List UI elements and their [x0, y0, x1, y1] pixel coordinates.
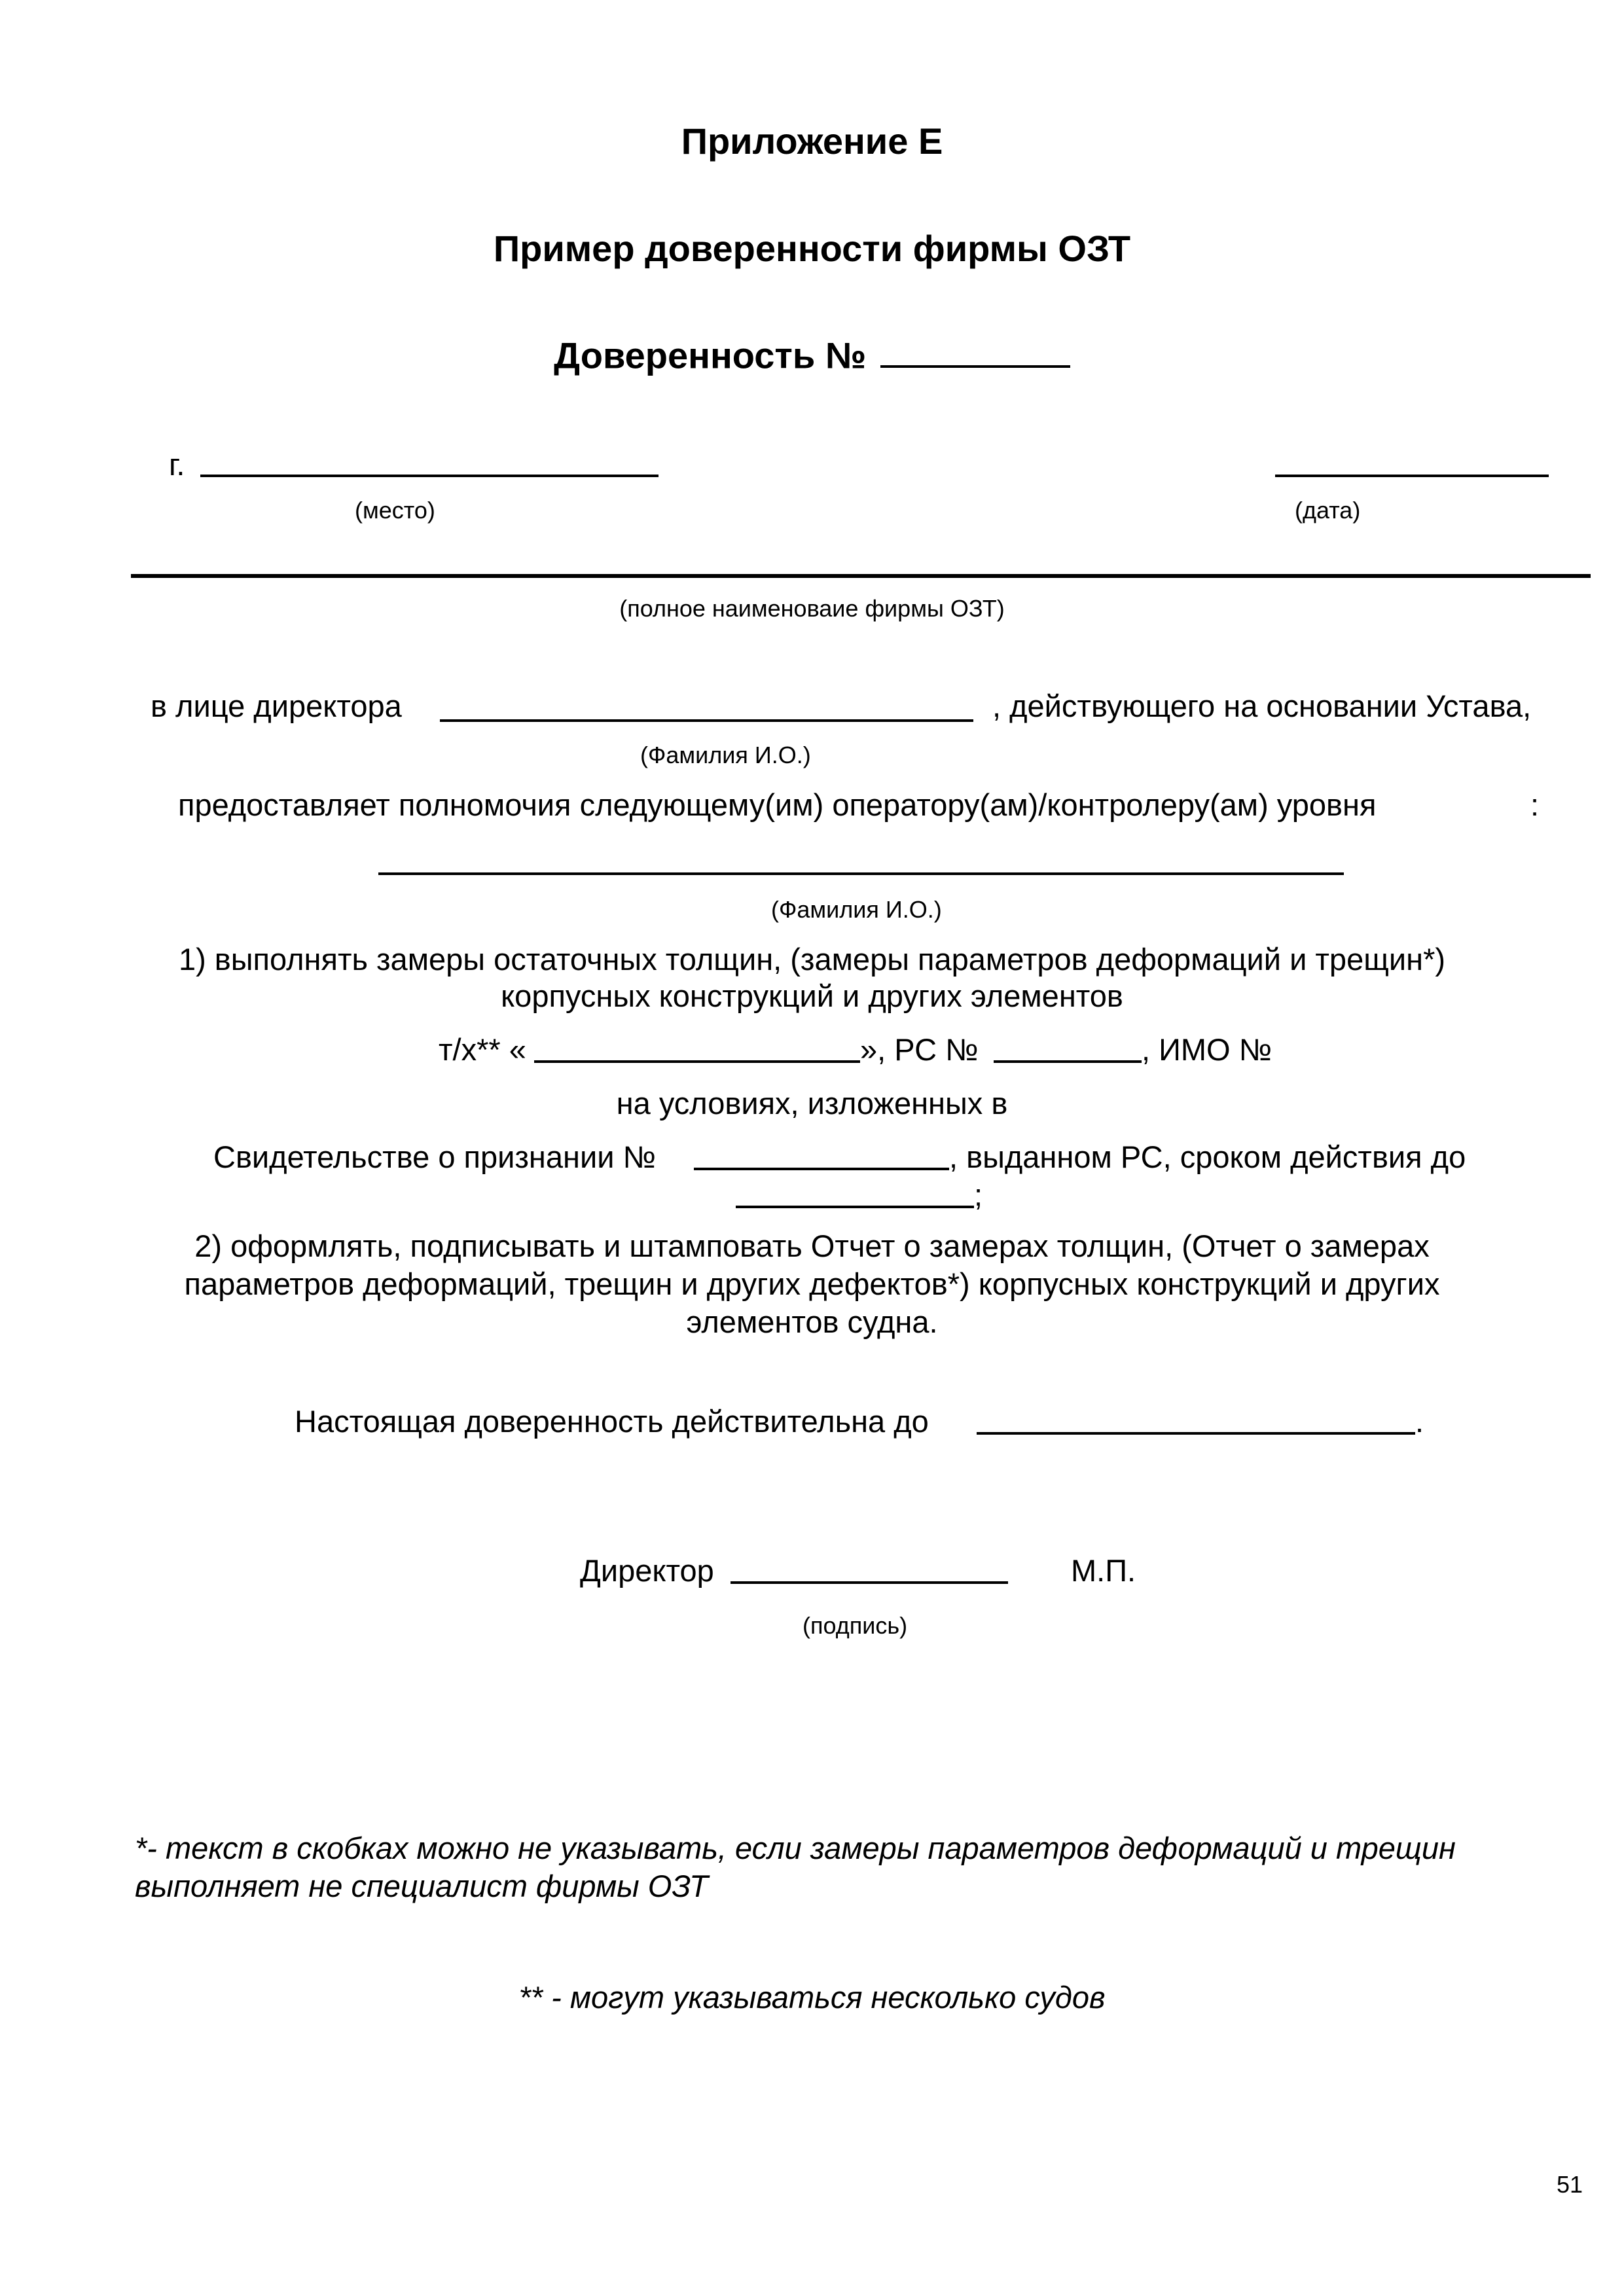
document-subtitle: Пример доверенности фирмы ОЗТ [493, 228, 1131, 269]
validity-prefix: Настоящая доверенность действительна до [295, 1404, 929, 1439]
certificate-number-blank [694, 1168, 949, 1170]
place-blank [200, 475, 659, 477]
validity-date-blank [977, 1432, 1415, 1435]
place-prefix: г. [169, 447, 185, 482]
place-caption: (место) [355, 497, 435, 524]
grant-text: предоставляет полномочия следующему(им) оператору(ам)/контролеру(ам) уровня [178, 787, 1377, 822]
validity-end: . [1415, 1404, 1424, 1439]
signature-label: Директор [580, 1553, 714, 1588]
item2-line3: элементов судна. [686, 1304, 938, 1339]
rs-number-blank [994, 1060, 1142, 1063]
vessel-name-blank [534, 1060, 860, 1063]
firm-caption: (полное наименоваие фирмы ОЗТ) [619, 595, 1005, 622]
document-title [0, 332, 1624, 374]
vessel-rs-label: », РС № [860, 1032, 979, 1067]
signature-caption: (подпись) [803, 1612, 908, 1639]
signature-blank [731, 1581, 1008, 1584]
certificate-end: ; [974, 1177, 983, 1212]
date-caption: (дата) [1295, 497, 1361, 524]
operator-caption: (Фамилия И.О.) [771, 896, 942, 923]
appendix-title: Приложение Е [681, 120, 943, 162]
stamp-label: М.П. [1071, 1553, 1136, 1588]
director-name-blank [440, 719, 973, 722]
director-suffix: , действующего на основании Устава, [992, 689, 1532, 723]
page-number: 51 [1557, 2171, 1583, 2198]
operator-name-blank [378, 872, 1344, 875]
director-prefix: в лице директора [151, 689, 402, 723]
conditions-text: на условиях, изложенных в [616, 1086, 1008, 1121]
footnote1-line1: *- текст в скобках можно не указывать, если замеры параметров деформаций и трещин [135, 1831, 1456, 1865]
item1-line2: корпусных конструкций и других элементов [501, 978, 1123, 1013]
date-blank [1275, 475, 1549, 477]
vessel-prefix: т/х** « [439, 1032, 526, 1067]
certificate-expiry-blank [736, 1206, 974, 1208]
director-caption: (Фамилия И.О.) [640, 742, 811, 768]
footnote2: ** - могут указываться несколько судов [518, 1980, 1106, 2015]
footnote1-line2: выполняет не специалист фирмы ОЗТ [135, 1869, 708, 1903]
title-text: Доверенность № [554, 334, 867, 376]
firm-name-line [131, 574, 1591, 578]
certificate-prefix: Свидетельстве о признании № [213, 1139, 656, 1174]
certificate-suffix: , выданном РС, сроком действия до [949, 1139, 1466, 1174]
item2-line1: 2) оформлять, подписывать и штамповать Отчет о замерах толщин, (Отчет о замерах [194, 1229, 1430, 1263]
item2-line2: параметров деформаций, трещин и других дефектов*) корпусных конструкций и других [184, 1266, 1440, 1301]
number-blank [880, 332, 1070, 368]
grant-colon: : [1530, 787, 1540, 822]
item1-line1: 1) выполнять замеры остаточных толщин, (замеры параметров деформаций и трещин*) [178, 942, 1446, 977]
vessel-imo-label: , ИМО № [1142, 1032, 1272, 1067]
